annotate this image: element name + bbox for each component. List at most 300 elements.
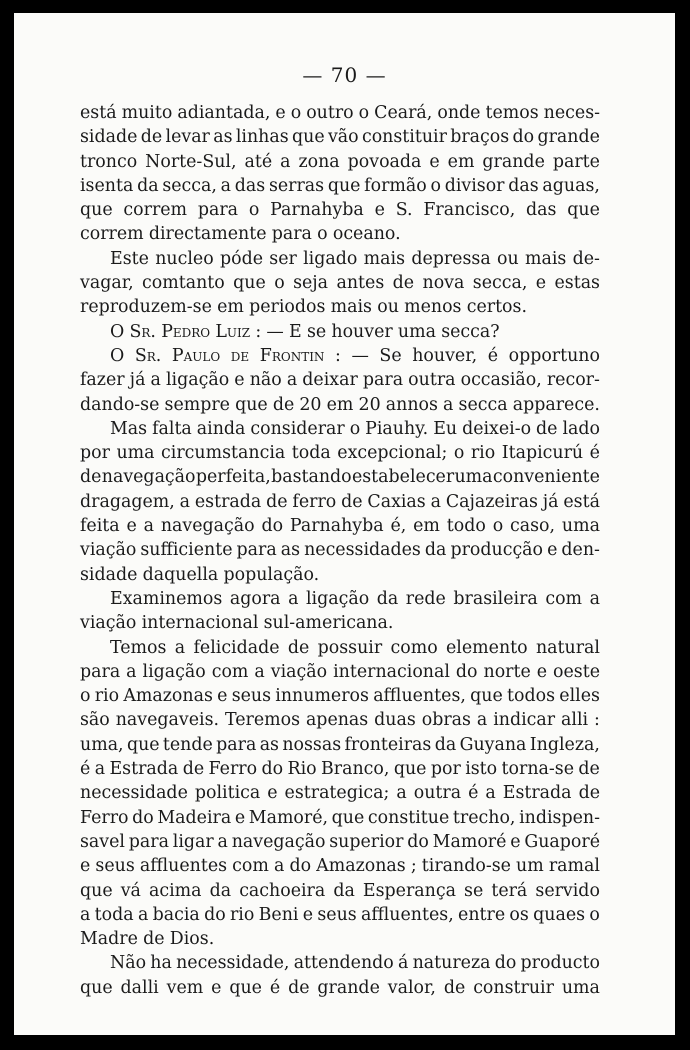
word: Parnahyba: [289, 516, 384, 537]
word: os: [509, 904, 529, 925]
word: de: [443, 977, 466, 998]
word: affluentes,: [373, 686, 466, 707]
word: adiantada,: [177, 103, 271, 123]
word: as: [213, 127, 233, 148]
word: Paulo: [171, 345, 221, 366]
word: grande: [537, 127, 600, 148]
text-line: [80, 101, 600, 125]
word: de-: [572, 248, 600, 269]
text-line: [80, 976, 600, 1000]
word: o: [248, 200, 260, 221]
word: tirando-se: [421, 856, 511, 877]
word: de: [536, 418, 558, 439]
word: servido: [535, 880, 600, 901]
word: estrada: [194, 491, 262, 512]
word: rede: [405, 588, 446, 609]
word: savel: [80, 831, 125, 852]
word: de: [288, 977, 310, 998]
word: parte: [552, 151, 600, 172]
word: serras: [268, 175, 325, 196]
word: Norte-Sul,: [145, 151, 237, 172]
word: apparece.: [512, 394, 600, 415]
word: sufficiente: [140, 540, 233, 561]
word: a: [288, 588, 299, 609]
word: trecho,: [452, 807, 516, 828]
word: Guyana: [459, 734, 527, 755]
text-line: [80, 708, 600, 732]
word: mais: [330, 297, 372, 318]
text-line: [80, 781, 600, 805]
word: grande: [317, 977, 380, 998]
word: e: [547, 540, 558, 561]
word: de: [140, 127, 163, 148]
text-line: [80, 733, 600, 757]
word: duas: [374, 710, 416, 731]
word: as: [280, 540, 301, 561]
word: ligação: [166, 370, 230, 391]
word: Dios.: [169, 929, 215, 950]
word: correm: [80, 224, 144, 245]
text-line: [80, 320, 600, 344]
word: muito: [121, 103, 173, 123]
word: de: [182, 759, 205, 780]
word: o: [274, 273, 285, 294]
word: e: [275, 103, 286, 123]
word: necessidades: [304, 540, 421, 561]
word: :: [335, 345, 341, 366]
word: seus: [231, 686, 272, 707]
word: formão: [364, 175, 427, 196]
word: affluentes,: [361, 904, 454, 925]
word: das: [508, 175, 539, 196]
word: uma: [116, 443, 155, 464]
word: divisor: [444, 175, 505, 196]
word: uma: [561, 516, 600, 537]
word: uma: [454, 467, 493, 488]
word: em: [413, 516, 440, 537]
text-line: [80, 198, 600, 222]
word: que: [470, 686, 503, 707]
word: de: [341, 491, 363, 512]
word: de: [266, 491, 288, 512]
word: seja: [293, 273, 329, 294]
word: internacional: [141, 613, 259, 634]
word: considerar: [250, 418, 345, 439]
word: já: [129, 370, 146, 391]
word: do: [494, 953, 517, 974]
word: se: [306, 321, 327, 342]
word: tronco: [80, 151, 138, 172]
word: como: [390, 637, 438, 658]
word: em: [217, 297, 244, 318]
word: em: [326, 394, 354, 415]
word: indicar: [493, 710, 556, 731]
word: linhas: [235, 127, 289, 148]
word: zona: [298, 151, 340, 172]
word: da: [209, 880, 232, 901]
word: e: [535, 273, 547, 294]
word: bastando: [271, 467, 352, 488]
word: Eu: [433, 418, 458, 439]
word: Madeira: [157, 807, 232, 828]
text-line: [80, 222, 600, 246]
word: está: [563, 491, 600, 512]
word: circumstancia: [161, 443, 286, 464]
word: lado: [562, 418, 600, 439]
word: felicidade: [193, 637, 280, 658]
word: outra: [408, 370, 456, 391]
word: Piauhy.: [365, 418, 429, 439]
word: aguas,: [542, 175, 600, 196]
word: —: [351, 345, 369, 366]
word: a: [94, 759, 106, 780]
word: fronteiras: [344, 734, 432, 755]
word: elles: [559, 686, 600, 707]
word: terá: [491, 880, 528, 901]
word: :: [255, 321, 262, 342]
word: dalli: [120, 977, 159, 998]
text-line: [80, 393, 600, 417]
word: para: [271, 224, 312, 245]
word: é: [589, 443, 600, 464]
word: e: [234, 370, 245, 391]
word: para: [216, 734, 257, 755]
word: dando-se: [80, 394, 160, 415]
word: das: [234, 175, 266, 196]
word: secca: [458, 394, 508, 415]
text-line: [80, 563, 600, 587]
word: isenta: [80, 175, 134, 196]
word: perfeita,: [195, 467, 271, 488]
word: torna-se: [501, 759, 574, 780]
word: de: [578, 783, 600, 804]
word: do: [261, 759, 284, 780]
word: deixar: [302, 370, 358, 391]
word: Temos: [110, 637, 167, 658]
word: brasileira: [453, 588, 538, 609]
word: Mamoré,: [248, 807, 329, 828]
word: Não: [110, 953, 147, 974]
word: entre: [458, 904, 506, 925]
word: ligar: [172, 831, 214, 852]
text-line: [80, 903, 600, 927]
word: grande: [482, 151, 545, 172]
text-line: [80, 830, 600, 854]
word: a: [485, 783, 496, 804]
word: do: [455, 661, 478, 682]
word: directamente: [148, 224, 267, 245]
text-line: [80, 344, 600, 368]
word: é,: [390, 516, 407, 537]
word: Estrada: [109, 759, 179, 780]
word: houver,: [412, 345, 478, 366]
word: Teremos: [224, 710, 300, 731]
word: o: [80, 686, 91, 707]
word: da: [137, 175, 159, 196]
word: navegaveis.: [115, 710, 220, 731]
word: Ferro: [80, 807, 129, 828]
word: natural: [535, 637, 600, 658]
word: 20: [358, 394, 381, 415]
word: Mamoré: [432, 831, 507, 852]
word: com: [545, 588, 583, 609]
word: da: [424, 540, 447, 561]
word: viação: [80, 613, 137, 634]
word: Madre: [80, 929, 138, 950]
word: 20: [299, 394, 322, 415]
word: mais: [524, 248, 567, 269]
word: outra: [413, 783, 462, 804]
word: até: [244, 151, 273, 172]
word: ser: [269, 248, 297, 269]
word: vá: [120, 880, 141, 901]
text-line: [80, 295, 600, 319]
word: Parnahyba: [270, 200, 364, 221]
word: secca?: [441, 321, 500, 342]
word: nucleo: [155, 248, 214, 269]
word: natureza: [412, 953, 491, 974]
word: da: [434, 734, 457, 755]
word: caso,: [510, 516, 556, 537]
page-number: — 70 —: [302, 63, 387, 87]
text-line: [80, 951, 600, 975]
word: obras: [421, 710, 471, 731]
word: de: [578, 759, 600, 780]
word: tende: [162, 734, 213, 755]
word: valor,: [387, 977, 436, 998]
word: é: [468, 783, 479, 804]
word: menos: [404, 297, 462, 318]
word: onde: [437, 103, 481, 123]
word: é: [80, 759, 91, 780]
word: de: [143, 929, 165, 950]
word: e: [536, 661, 548, 682]
text-line: [80, 879, 600, 903]
word: a: [430, 491, 441, 512]
word: estas: [554, 273, 600, 294]
word: vão: [327, 127, 359, 148]
word: Caxias: [367, 491, 426, 512]
text-line: [80, 538, 600, 562]
word: toda: [291, 443, 331, 464]
word: do: [407, 831, 429, 852]
word: uma: [397, 321, 436, 342]
word: viação: [80, 540, 137, 561]
word: por: [430, 759, 461, 780]
word: attendendo: [293, 953, 394, 974]
word: falta: [152, 418, 192, 439]
word: do: [512, 127, 535, 148]
word: e: [374, 200, 385, 221]
text-line: [80, 684, 600, 708]
word: den-: [561, 540, 600, 561]
word: indispen-: [519, 807, 600, 828]
word: braços: [450, 127, 510, 148]
word: Ingleza,: [529, 734, 600, 755]
word: ferro: [292, 491, 337, 512]
word: vem: [166, 977, 204, 998]
word: levar: [165, 127, 210, 148]
word: a: [443, 394, 454, 415]
word: estabelecer: [351, 467, 455, 488]
word: que: [126, 734, 160, 755]
word: seus: [317, 904, 357, 925]
word: oceano.: [332, 224, 401, 245]
word: Beni: [258, 904, 299, 925]
word: construir: [473, 977, 554, 998]
text-line: [80, 514, 600, 538]
word: Se: [379, 345, 402, 366]
word: rio: [94, 686, 120, 707]
word: o: [317, 224, 328, 245]
word: das: [526, 200, 557, 221]
text-line: [80, 174, 600, 198]
word: neces-: [543, 103, 600, 123]
word: que: [292, 127, 325, 148]
word: se: [464, 880, 484, 901]
word: Sr.: [129, 321, 156, 342]
text-line: [80, 150, 600, 174]
word: a: [80, 904, 91, 925]
word: navegação: [160, 516, 255, 537]
word: para: [128, 831, 169, 852]
word: que: [229, 977, 262, 998]
word: Cajazeiras: [445, 491, 538, 512]
word: antes: [336, 273, 385, 294]
word: Ceará,: [374, 103, 433, 123]
word: seus: [95, 856, 135, 877]
word: a: [476, 710, 488, 731]
word: de: [392, 273, 415, 294]
word: producto: [520, 953, 600, 974]
text-line: [80, 854, 600, 878]
word: affluentes: [139, 856, 228, 877]
word: o: [430, 175, 441, 196]
word: ou: [497, 248, 519, 269]
word: a: [126, 661, 137, 682]
word: Esperança: [362, 880, 456, 901]
word: constituir: [361, 127, 447, 148]
word: bacia: [152, 904, 200, 925]
word: navegação: [231, 831, 326, 852]
word: o: [589, 904, 600, 925]
word: occasião,: [460, 370, 542, 391]
word: norte: [483, 661, 531, 682]
word: a: [137, 904, 149, 925]
word: a: [286, 370, 298, 391]
word: ainda: [196, 418, 246, 439]
word: da: [376, 588, 399, 609]
word: dragagem,: [80, 491, 175, 512]
book-page: [14, 13, 675, 1035]
word: comtanto: [142, 273, 225, 294]
word: sul-americana.: [263, 613, 394, 634]
word: producção: [450, 540, 544, 561]
word: está: [80, 103, 117, 123]
word: necessidade: [80, 783, 188, 804]
word: uma: [561, 977, 600, 998]
word: para: [197, 200, 239, 221]
word: rio: [229, 904, 255, 925]
text-line: [80, 927, 600, 951]
word: E: [289, 321, 302, 342]
word: é: [487, 345, 499, 366]
word: á: [397, 953, 409, 974]
word: a: [220, 175, 232, 196]
text-line: [80, 587, 600, 611]
word: de: [230, 345, 250, 366]
text-line: [80, 490, 600, 514]
word: viação: [270, 661, 328, 682]
word: a: [217, 831, 228, 852]
word: Guaporé: [524, 831, 600, 852]
word: Mas: [110, 418, 148, 439]
word: que: [567, 200, 600, 221]
word: e: [267, 783, 278, 804]
word: para: [362, 370, 404, 391]
word: que: [327, 175, 361, 196]
word: agora: [229, 588, 281, 609]
word: da: [333, 880, 355, 901]
word: que: [331, 807, 365, 828]
word: O: [110, 321, 125, 342]
word: a: [174, 637, 186, 658]
text-line: [80, 660, 600, 684]
word: Itapicurú: [501, 443, 584, 464]
word: possuir: [317, 637, 383, 658]
word: apenas: [305, 710, 369, 731]
word: não: [249, 370, 282, 391]
word: e: [302, 904, 314, 925]
word: o: [290, 103, 302, 123]
text-line: [80, 271, 600, 295]
word: a: [150, 370, 161, 391]
word: que: [393, 759, 427, 780]
word: por: [80, 443, 110, 464]
word: secca,: [162, 175, 217, 196]
word: população.: [223, 564, 320, 585]
word: nova: [422, 273, 465, 294]
word: depressa: [411, 248, 491, 269]
word: para: [236, 540, 277, 561]
word: de: [272, 394, 295, 415]
word: o: [349, 418, 361, 439]
word: Examinemos: [110, 588, 223, 609]
word: Este: [110, 248, 149, 269]
word: Sr.: [134, 345, 162, 366]
word: opportuno: [508, 345, 600, 366]
text-line: [80, 465, 600, 489]
word: que: [233, 273, 266, 294]
word: politica: [194, 783, 261, 804]
word: rio: [470, 443, 496, 464]
word: e: [211, 977, 222, 998]
word: isto: [465, 759, 498, 780]
word: feita: [80, 516, 120, 537]
word: em: [447, 151, 475, 172]
text-line: [80, 806, 600, 830]
word: sidade: [80, 127, 138, 148]
text-line: [80, 441, 600, 465]
word: póde: [219, 248, 263, 269]
word: constitue: [367, 807, 450, 828]
word: de: [287, 637, 310, 658]
word: uma,: [80, 734, 124, 755]
word: é: [269, 977, 281, 998]
word: Amazonas: [316, 856, 406, 877]
word: vagar,: [80, 273, 134, 294]
word: oeste: [553, 661, 600, 682]
